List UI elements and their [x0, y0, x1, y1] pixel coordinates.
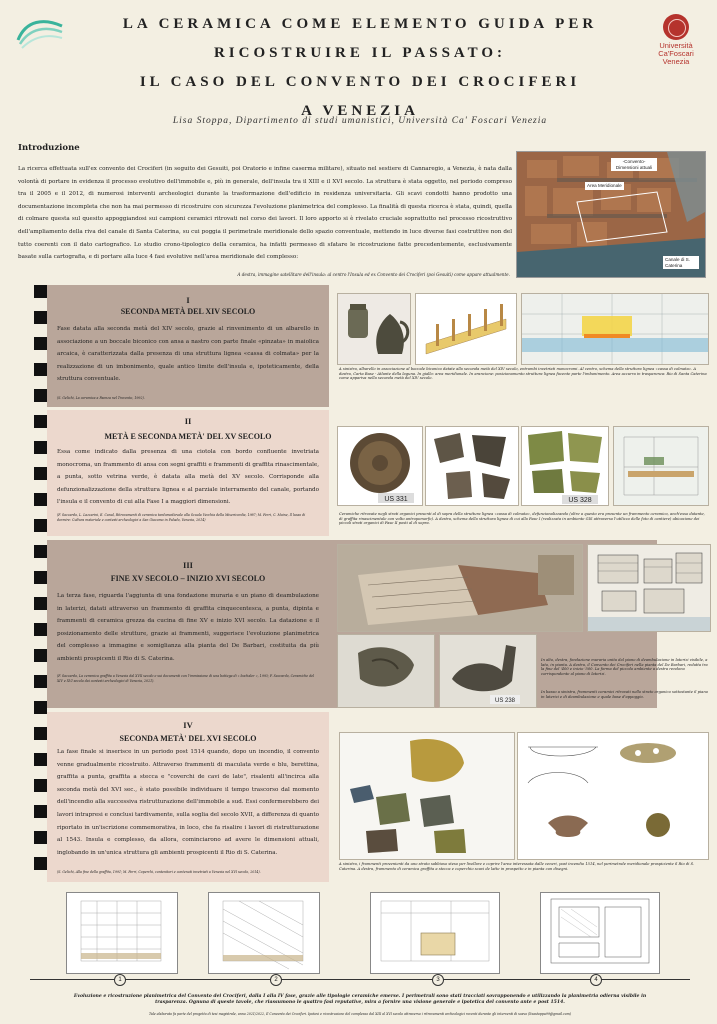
section-2-graffita-photo — [521, 426, 609, 506]
section-3-heading: FINE XV SECOLO – INIZIO XVI SECOLO — [110, 574, 266, 583]
section-2-reference: (F. Saccardo, L. Lazzarini, E. Canal, Ritrovamenti di ceramica tardomedievale alla Scuola Vecchia della Misericordia, 1987; M. Ferri, C. Moine, Il lusso di dormire: Cultura materiale e contesti archeologici a San Giacomo in Paludo, Venezia, 2014) — [57, 513, 306, 522]
aerial-label-convento: -Convento- Dimensioni attuali — [611, 158, 657, 171]
checker-square — [34, 428, 47, 441]
section-4-reference: (S. Gelichi, Alla fine della graffita, 1991; M. Ferri, Coperchi, contenitori e contenuti invetriati a Venezia nel XVI secolo, 2014). — [57, 870, 261, 874]
checker-square — [34, 805, 47, 818]
checker-square — [34, 727, 47, 740]
checker-square — [34, 792, 47, 805]
checker-square — [34, 610, 47, 623]
section-4-number: IV — [183, 720, 193, 730]
intro-caption: A destra, immagine satellitare dell'insula: al centro l'Insula ed ex Convento dei Crociferi (poi Gesuiti) come appare attualmente. — [237, 272, 510, 277]
section-2-number: II — [184, 416, 192, 426]
section-4-drawings — [517, 732, 709, 860]
title-line-1: LA CERAMICA COME ELEMENTO GUIDA PER — [122, 16, 598, 32]
checker-square — [34, 532, 47, 545]
checker-square — [34, 285, 47, 298]
section-4-caption: A sinistra, i frammenti provenienti da uno strato sabbioso steso per livellare e coprire l'area interessata dalle ceneri, post incendio 1514, nel perimetrale meridionale prospiciente il Rio di S. Caterina. A destra, frammento di ceramica graffita a stecca e coperchio scavi de latte in prospetto e in pianta con disegni. — [339, 862, 695, 871]
aerial-photo — [516, 151, 706, 278]
section-2-bowl-photo — [337, 426, 423, 506]
intro-text: La ricerca effettuata sull'ex convento dei Crociferi (in seguito dei Gesuiti, poi Oratorio e infine caserma militare), situato nel sestiere di Cannaregio, a Venezia, è nata dalla volontà di portare in evidenza il processo evolutivo dell'immobile e, più in generale, dell'insula tra il XIII e il XVI secolo. La struttura è stata oggetto, nel periodo compreso tra il 2005 e il 2012, di numerosi interventi archeologici durante la trasformazione dell'edificio in residenza universitaria. Gli scavi condotti hanno prodotto una documentazione incompleta che non ha mai permesso di ricostruire con sicurezza l'evoluzione planimetrica del complesso. La finalità di questa ricerca è stata, quindi, quella di colmare questa sul quesito appoggiandosi sui campioni ceramici ritrovati nel corso dei lavori. Il loro apporto si è rivelato cruciale soprattutto nel processo ricostruttivo dell'ampliamento della riva del canale di Santa Caterina, su cui poggia il perimetrale meridionale dello spazio conventuale, mettendo in luce diverse fasi costruttive non del tutto coerenti con il dato cartografico. Lo studio crono-tipologico della ceramica, ha infatti permesso di sfatare le ricostruzione fatte precedentemente, esclusivamente basate sulla cartografia, e di portare alla luce 4 fasi evolutive nell'area meridionale del complesso: — [18, 166, 512, 261]
title-line-2: RICOSTRUIRE IL PASSATO: — [213, 45, 507, 61]
intro-heading: Introduzione — [18, 143, 80, 153]
checker-square — [34, 558, 47, 571]
section-1 — [47, 285, 712, 407]
checker-square — [34, 844, 47, 857]
checker-square — [34, 623, 47, 636]
section-1-structure-diagram — [415, 293, 517, 365]
checker-square — [34, 480, 47, 493]
checker-square — [34, 467, 47, 480]
checker-square — [34, 766, 47, 779]
us-331-label: US 331 — [384, 496, 408, 503]
checker-square — [34, 714, 47, 727]
checker-square — [34, 857, 47, 870]
section-3-reference: (F. Saccardo, La ceramica graffita a Venezia dal XVII secolo e sui documenti con l'immissione di una bottega di « bochaler », 1993; F. Saccardo, Ceramiche del XIV e XVI secolo dai contesti archeologici di Venezia, 2021). — [57, 674, 315, 683]
decorative-checker-strip — [34, 285, 47, 870]
university-name-1: Università — [659, 41, 693, 50]
us-328-label: US 328 — [568, 497, 592, 504]
university-seal-icon — [663, 14, 689, 40]
aerial-label-canale: Canale di S. Caterina — [663, 256, 699, 269]
section-1-lagoon-map — [521, 293, 709, 365]
section-3-excavation-photo — [337, 544, 583, 632]
author-line: Lisa Stoppa, Dipartimento di studi umanistici, Università Ca' Foscari Venezia — [172, 116, 548, 126]
checker-square — [34, 818, 47, 831]
us-238-label: US 238 — [494, 698, 516, 704]
timeline-marker-3: 3 — [432, 974, 444, 986]
section-3-number: III — [183, 560, 193, 570]
university-name-3: Venezia — [662, 57, 690, 66]
checker-square — [34, 402, 47, 415]
checker-square — [34, 441, 47, 454]
checker-square — [34, 662, 47, 675]
section-2-text: Essa come indicato dalla presenza di una ciotola con bordo confluente invetriata monocroma, un frammento di ansa con segni graffiti e frammenti di graffita rinascimentale, a punta, sotto vetrina verde, è datata alla metà del XV secolo. Corrisponde alla defunzionalizzazione della struttura lignea e al parziale interramento del canale, portando l'insula e il convento di cui alla Fase I a maggiori dimensioni. — [57, 449, 319, 506]
checker-square — [34, 545, 47, 558]
section-1-text: Fase datata alla seconda metà del XIV secolo, grazie al rinvenimento di un albarello in associazione a un boccale biconico con ansa a nastro con parte finale «pinzata» in maiolica arcaica, è caratterizzata dalla presenza di una struttura lignea «cassa di colmata» per la realizzazione di un imbonimento, quale antico limite dell'insula e, ipoteticamente, della struttura conventuale. — [57, 326, 319, 383]
checker-square — [34, 636, 47, 649]
checker-square — [34, 753, 47, 766]
checker-square — [34, 311, 47, 324]
section-3-debarbari-map — [587, 544, 711, 632]
plan-phase-3 — [370, 892, 500, 974]
section-2 — [47, 410, 712, 536]
section-3-caption-2: In basso a sinistra, frammenti ceramici ritrovati nello strato organico sottostante il piano in laterizi e di deambulazione e quale base d'appoggio. — [541, 690, 708, 699]
section-4-fragments-photo — [339, 732, 515, 860]
section-1-albarello-photo — [337, 293, 411, 365]
section-2-gis-schema — [613, 426, 709, 506]
checker-square — [34, 389, 47, 402]
timeline-marker-4: 4 — [590, 974, 602, 986]
section-3-text: La terza fase, riguarda l'aggiunta di una fondazione muraria e un piano di deambulazione in laterizi, datati attraverso un frammento di graffita cinquecentesca, a punta, dipinta e frammenti di ceramica grezza da cucina di fine XV e inizio XVI secolo. La datazione e il posizionamento delle strutture, grazie ai frammenti, suggerisce l'evoluzione planimetrica del complesso a immagine e somiglianza alla pianta del De Barbari, costituita da più ambienti prospicenti il Rio di S. Caterina. — [57, 593, 319, 662]
checker-square — [34, 675, 47, 688]
left-logo — [16, 16, 64, 50]
section-1-reference: (S. Gelichi, La ceramica a Faenza nel Trecento, 1992). — [57, 396, 145, 400]
checker-square — [34, 779, 47, 792]
checker-square — [34, 337, 47, 350]
timeline-caption: Evoluzione e ricostruzione planimetrica del Convento dei Crociferi, dalla I alla IV fase, grazie alle tipologie ceramiche emerse. I perimetrali sono stati tracciati sovrapponendo e utilizzando la planimetria odierna visibile in trasparenza. Ognuna di queste tavole, che riassumono le quattro fasi reputative, mira a fornire una visione generale e ipotetica del convento ante e post 1514. — [73, 994, 647, 1005]
university-logo — [648, 14, 704, 74]
plan-phase-2 — [208, 892, 320, 974]
section-1-caption: A sinistra, albarello in associazione al boccale biconico datate alla seconda metà del XIV secolo, entrambi invetriati monocromi. Al centro, schema della struttura lignea «cassa di colmata». A destra, Carta Base - Atlante della laguna. In giallo: area meridionale. In arancione: posizionamento struttura lignea facente parte l'imbonimento. Area azzurra in trasparenza: Rio di Santa Caterina come appariva nella seconda metà del XIV secolo. — [339, 367, 707, 381]
checker-square — [34, 688, 47, 701]
checker-square — [34, 584, 47, 597]
plan-phase-4 — [540, 892, 660, 974]
aerial-label-area: Area Meridionale — [587, 183, 622, 188]
section-2-heading: METÀ E SECONDA METÀ' DEL XV SECOLO — [104, 432, 272, 441]
title-line-3: IL CASO DEL CONVENTO DEI CROCIFERI — [139, 74, 581, 90]
checker-square — [34, 298, 47, 311]
checker-square — [34, 350, 47, 363]
title-line-4: A VENEZIA — [301, 103, 419, 119]
timeline-marker-1: 1 — [114, 974, 126, 986]
checker-square — [34, 324, 47, 337]
section-1-number: I — [186, 295, 190, 305]
checker-square — [34, 376, 47, 389]
section-3-ceramic-photo-1 — [337, 634, 435, 708]
section-4 — [47, 712, 712, 882]
checker-square — [34, 597, 47, 610]
section-4-text: La fase finale si inserisce in un periodo post 1514 quando, dopo un incendio, il convento venne gradualmente ricostruito. Attraverso frammenti di maculata verde e blu, berettina, graffita a punta, graffita a stecca e "coverchi de cavi de late", risalenti all'incirca alla seconda metà del XVI sec., è stato possibile individuare il tempo trascorso dal momento dell'incendio alla successiva ristrutturazione dell'immobile a sud. Essi confermerebbero dei lavori intrapresi e conclusi tardivamente, sulla soglia del secolo XVII, a differenza di quanto riportato in un'iscrizione commemorativa, in loco, che fa risalire i lavori di ristrutturazione al 1543. Insula e complesso, da allora, cominciarono ad avere le dimensioni attuali, inglobando in un'unica struttura gli ambienti prospicenti il Rio di S. Caterina. — [57, 749, 319, 856]
footer-note: Tale elaborato fa parte del progetto di tesi magistrale, anno 2021/2022, Il Convento dei Crociferi. Ipotesi e ricostruzione del complesso dal XIII al XVI secolo attraverso i ritrovamenti archeologici recenti durante gli interventi di scavo (lisastoppa99@gmail.com) — [148, 1012, 572, 1016]
checker-square — [34, 701, 47, 714]
section-2-caption: Ceramiche ritrovate negli strati organici presenti al di sopra della struttura lignea «cassa di colmata», defunzionalizzando (oltre a questo era presente un frammento ceramico, anch'esso datante, di graffita rinascimentale con volto antropomorfo). A destra, schema della struttura lignea di cui alla Fase I (realizzata in ambiente GIS attraverso l'utilizzo delle foto di cantiere) ubicazione dei piccoli strati organici di Fase II posti al di sopra. — [339, 512, 705, 526]
checker-square — [34, 363, 47, 376]
checker-square — [34, 571, 47, 584]
section-2-fragments-photo — [425, 426, 519, 506]
checker-square — [34, 740, 47, 753]
checker-square — [34, 415, 47, 428]
checker-square — [34, 649, 47, 662]
section-4-heading: SECONDA METÀ' DEL XVI SECOLO — [119, 734, 257, 743]
plan-phase-1 — [66, 892, 178, 974]
section-3-caption-1: In alto, destra, fondazione muraria unita dal piano di deambulazione in laterizi visibile, a lato, in pianta. A destra, il Convento dei Crociferi nella pianta del De Barbari, redatta tra la fine del '400 e inizio '500. La forma del piccolo ambiente a destra rendono corrispondente al piano di laterizi. — [541, 658, 708, 676]
checker-square — [34, 506, 47, 519]
poster-title — [60, 10, 660, 126]
checker-square — [34, 454, 47, 467]
university-name-2: Ca'Foscari — [658, 49, 694, 58]
section-3-ceramic-photo-2 — [439, 634, 537, 708]
checker-square — [34, 493, 47, 506]
timeline-marker-2: 2 — [270, 974, 282, 986]
checker-square — [34, 519, 47, 532]
section-1-heading: SECONDA METÀ DEL XIV SECOLO — [120, 307, 256, 316]
checker-square — [34, 831, 47, 844]
section-3 — [47, 540, 712, 708]
